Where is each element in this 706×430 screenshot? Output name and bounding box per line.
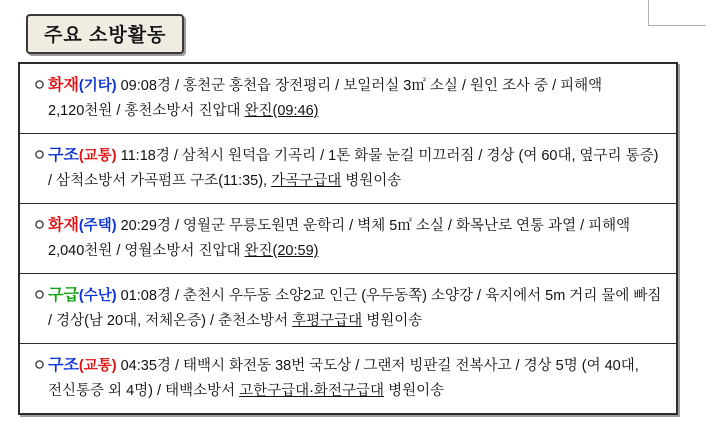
- circle-bullet-icon: [30, 73, 48, 89]
- detail-line-2-underline: 완진(09:46): [244, 103, 319, 119]
- category-label: 화재: [48, 217, 79, 234]
- detail-line-2-pre: 과열 / 피해액 2,040천원 / 영월소방서 진압대: [48, 218, 631, 259]
- detail-line-2-post: 병원이송: [362, 313, 423, 329]
- list-item: [20, 134, 676, 204]
- list-item: [20, 344, 676, 413]
- detail-line-2-pre: / 피해액 2,120천원 / 홍천소방서 진압대: [48, 78, 603, 119]
- page-title: 주요 소방활동: [44, 25, 167, 46]
- circle-bullet-icon: [30, 353, 48, 369]
- activity-list: [18, 62, 678, 415]
- detail-line-2-pre: (여 60대, 옆구리 통증) / 삼척소방서 가곡펌프 구조(11:35),: [48, 148, 659, 189]
- list-item-body: [48, 283, 666, 334]
- subcategory-label: (교통): [78, 148, 117, 164]
- subcategory-label: (수난): [78, 288, 117, 304]
- subcategory-label: (기타): [78, 78, 117, 94]
- list-item-body: [48, 213, 666, 264]
- circle-bullet-icon: [30, 283, 48, 299]
- list-item: [20, 274, 676, 344]
- detail-line-2-underline: 고한구급대·화전구급대: [239, 383, 385, 399]
- list-item: [20, 64, 676, 134]
- detail-line-2-underline: 완진(20:59): [244, 243, 319, 259]
- detail-line-1: 01:08경 / 춘천시 우두동 소양2교 인근 (우두동쪽) 소양강 / 육지에서: [116, 288, 542, 304]
- detail-line-1: 04:35경 / 태백시 화전동 38번 국도상 / 그랜저 빙판길 전복사고 /: [116, 358, 520, 374]
- category-label: 구조: [48, 147, 79, 164]
- detail-line-2-post: 병원이송: [341, 173, 402, 189]
- document-page: [18, 14, 678, 415]
- category-label: 구급: [48, 287, 79, 304]
- category-label: 화재: [48, 77, 79, 94]
- list-item-body: [48, 73, 666, 124]
- detail-line-2-pre: 경상 5명 (여 40대, 전신통증 외 4명) / 태백소방서: [48, 358, 639, 399]
- detail-line-2-post: 병원이송: [384, 383, 445, 399]
- category-label: 구조: [48, 357, 79, 374]
- list-item-body: [48, 143, 666, 194]
- list-item: [20, 204, 676, 274]
- section-title-banner: [26, 14, 184, 54]
- detail-line-2-underline: 가곡구급대: [271, 173, 342, 189]
- detail-line-2-pre: 5m 거리 물에 빠짐 / 경상(남 20대, 저체온증) / 춘천소방서: [48, 288, 662, 329]
- subcategory-label: (주택): [78, 218, 117, 234]
- detail-line-1: 09:08경 / 홍천군 홍천읍 장전평리 / 보일러실 3㎡ 소실 / 원인 조사 중: [116, 78, 549, 94]
- list-item-body: [48, 353, 666, 404]
- detail-line-2-underline: 후평구급대: [292, 313, 363, 329]
- detail-line-1: 20:29경 / 영월군 무릉도원면 운학리 / 벽체 5㎡ 소실 / 화목난로 연통: [116, 218, 545, 234]
- subcategory-label: (교통): [78, 358, 117, 374]
- detail-line-1: 11:18경 / 삼척시 원덕읍 기곡리 / 1톤 화물 눈길 미끄러짐 / 경상: [116, 148, 515, 164]
- circle-bullet-icon: [30, 213, 48, 229]
- circle-bullet-icon: [30, 143, 48, 159]
